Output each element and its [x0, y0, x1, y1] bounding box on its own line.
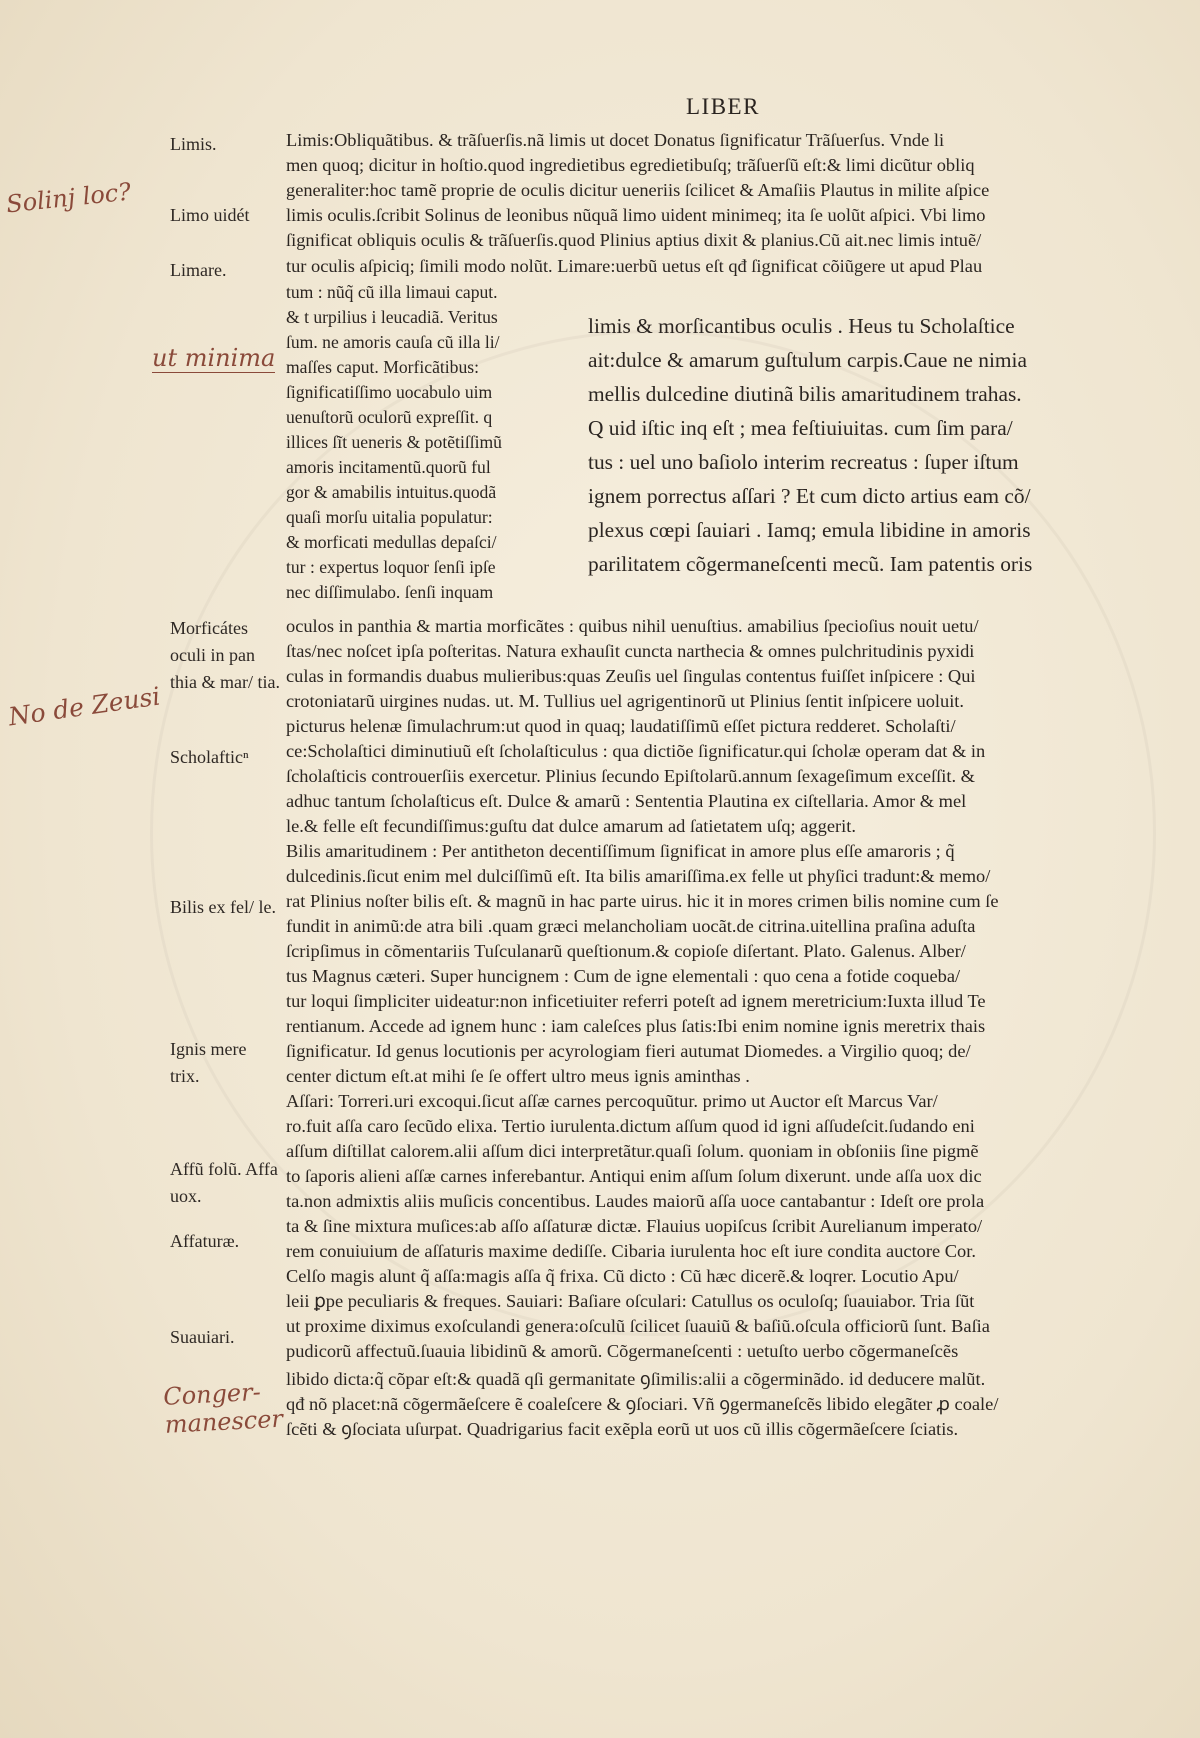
text-line: ſcẽti & ꝯſociata uſurpat. Quadrigarius facit exẽpla eorũ ut uos cũ illis cõgermãeſcere ſciatis. — [286, 1419, 959, 1439]
handwritten-annotation-zeusi: No de Zeusi — [6, 681, 162, 732]
text-line: to ſaporis alieni aſſæ carnes inferebantur. Antiqui enim aſſum ſolum dixerunt. unde aſſa uox dic — [286, 1166, 982, 1186]
text-line: ta.non admixtis aliis muſicis concentibus. Laudes maiorũ aſſa uoce cantabantur : Ideſt ore prola — [286, 1191, 985, 1211]
text-line: gor & amabilis intuitus.quodã — [286, 482, 497, 502]
quote-line: ait:dulce & amarum guſtulum carpis.Caue ne nimia — [588, 348, 1027, 372]
text-line: & morficati medullas depaſci/ — [286, 532, 497, 552]
text-line: tur oculis aſpiciq; ſimili modo nolũt. Limare:uerbũ uetus eſt qđ ſignificat cõiũgere ut apud Plau — [286, 256, 983, 276]
quote-line: limis & morſicantibus oculis . Heus tu Scholaſtice — [588, 314, 1015, 338]
text-line: maſſes caput. Morficãtibus: — [286, 357, 479, 377]
quote-line: tus : uel uno baſiolo interim recreatus : ſuper iſtum — [588, 450, 1019, 474]
text-line: tur : expertus loquor ſenſi ipſe — [286, 557, 496, 577]
text-line: libido dicta:q̃ cõpar eſt:& quadã qſi germanitate ꝯſimilis:alii a cõgerminãdo. id deducere malũt. — [286, 1369, 986, 1389]
text-line: center dictum eſt.at mihi ſe ſe offert ultro meus ignis aminthas . — [286, 1066, 750, 1086]
margin-note: Scholafticⁿ — [170, 747, 249, 767]
text-line: ſignificatiſſimo uocabulo uim — [286, 382, 493, 402]
margin-note: Morficátes oculi in pan thia & mar/ tia. — [170, 618, 280, 692]
text-line: amoris incitamentũ.quorũ ful — [286, 457, 491, 477]
handwritten-annotation-solini: Solinj loc? — [4, 177, 133, 219]
text-line: ro.fuit aſſa caro ſecũdo elixa. Tertio iurulenta.dictum aſſum quod id igni aſſudeſcit.ſudando eni — [286, 1116, 975, 1136]
text-line: le.& felle eſt fecundiſſimus:guſtu dat dulce amarum ad ſatietatem uſq; aggerit. — [286, 816, 856, 836]
text-line: ta & ſine mixtura muſices:ab aſſo aſſaturæ dictæ. Flauius uopiſcus ſcribit Aurelianum imperato/ — [286, 1216, 983, 1236]
margin-note: Ignis mere trix. — [170, 1039, 247, 1086]
text-line: tus Magnus cæteri. Super huncignem : Cum de igne elementali : quo cena a fotide coqueba/ — [286, 966, 961, 986]
quote-line: ignem porrectus aſſari ? Et cum dicto artius eam cõ/ — [588, 484, 1031, 508]
text-line: quaſi morſu uitalia populatur: — [286, 507, 493, 527]
text-line: ſum. ne amoris cauſa cũ illa li/ — [286, 332, 500, 352]
handwritten-annotation-ut-minima: ut minima — [152, 344, 276, 372]
text-line: qđ nõ placet:nã cõgermãeſcere ẽ coaleſcere & ꝯſociari. Vñ ꝯgermaneſcẽs libido elegãter ꝓ coale/ — [286, 1394, 999, 1414]
handwritten-annotation-congermanescere: Conger- manescer — [162, 1377, 284, 1439]
text-line: ſignificatur. Id genus locutionis per acyrologiam fieri autumat Diomedes. a Virgilio quoq; de/ — [286, 1041, 971, 1061]
text-line: limis oculis.ſcribit Solinus de leonibus nũquã limo uident minimeq; ita ſe uolũt aſpici. Vbi limo — [286, 205, 986, 225]
text-line: adhuc tantum ſcholaſticus eſt. Dulce & amarũ : Sententia Plautina ex ciſtellaria. Amor & mel — [286, 791, 967, 811]
quote-line: mellis dulcedine diutinã bilis amaritudinem trahas. — [588, 382, 1022, 406]
text-line: uenuſtorũ oculorũ expreſſit. q — [286, 407, 493, 427]
text-line: Bilis amaritudinem : Per antitheton decentiſſimum ſignificat in amore plus eſſe amaroris ; q̃ — [286, 841, 955, 861]
text-line: oculos in panthia & martia morficãtes : quibus nihil uenuſtius. amabilius ſpecioſius nouit uetu/ — [286, 616, 979, 636]
text-line: aſſum diſtillat calorem.alii aſſum dici interpretãtur.quaſi ſolum. quoniam in obſoniis ſine pigmẽ — [286, 1141, 979, 1161]
text-line: rem conuiuium de aſſaturis maxime dediſſe. Cibaria iurulenta hoc eſt iure condita auctore Cor. — [286, 1241, 976, 1261]
text-line: picturus helenæ ſimulachrum:ut quod in quaq; laudatiſſimũ eſſet pictura redderet. Scholaſti/ — [286, 716, 956, 736]
text-line: leii ꝑpe peculiaris & freques. Sauiari: Baſiare oſculari: Catullus os oculoſq; ſuauiabor. Tria ſũt — [286, 1291, 975, 1311]
text-line: Celſo magis alunt q̃ aſſa:magis aſſa q̃ frixa. Cũ dicto : Cũ hæc dicerẽ.& loqrer. Locutio Apu/ — [286, 1266, 959, 1286]
text-line: ſignificat obliquis oculis & trãſuerſis.quod Plinius aptius dixit & planius.Cũ ait.nec limis intuẽ/ — [286, 230, 982, 250]
text-line: ſcholaſticis controuerſiis exercetur. Plinius ſecundo Epiſtolarũ.annum ſexageſimum exceſſit. & — [286, 766, 975, 786]
text-line: tur loqui ſimpliciter uideatur:non inficetiuiter referri poteſt ad ignem meretricium:Iuxta illud Te — [286, 991, 986, 1011]
text-line: ut proxime diximus exoſculandi genera:oſculũ ſcilicet ſuauiũ & baſiũ.oſcula officiorũ ſunt. Baſia — [286, 1316, 990, 1336]
text-line: dulcedinis.ſicut enim mel dulciſſimũ eſt. Ita bilis amariſſima.ex felle ut phyſici tradunt:& memo/ — [286, 866, 991, 886]
text-line: ſcripſimus in cõmentariis Tuſculanarũ queſtionum.& copioſe diſertant. Plato. Galenus. Alber/ — [286, 941, 966, 961]
margin-note: Limis. — [170, 134, 217, 154]
quote-line: parilitatem cõgermaneſcenti mecũ. Iam patentis oris — [588, 552, 1033, 576]
margin-note: Affũ folũ. Affa uox. — [170, 1159, 278, 1206]
text-line: tum : nũq̃ cũ illa limaui caput. — [286, 282, 498, 302]
text-line: rentianum. Accede ad ignem hunc : iam caleſces plus ſatis:Ibi enim nomine ignis meretrix thais — [286, 1016, 986, 1036]
text-line: generaliter:hoc tamẽ proprie de oculis dicitur ueneriis ſcilicet & Amaſiis Plautus in milite aſpice — [286, 180, 990, 200]
quote-line: plexus cœpi ſauiari . Iamq; emula libidine in amoris — [588, 518, 1031, 542]
text-line: fundit in animũ:de atra bili .quam græci melancholiam uocãt.de citrina.uitellina praſina aduſta — [286, 916, 976, 936]
text-line: rat Plinius noſter bilis eſt. & magnũ in hac parte uirus. hic it in mores crimen bilis nomine cum ſe — [286, 891, 999, 911]
running-head: LIBER — [686, 94, 760, 119]
margin-note: Bilis ex fel/ le. — [170, 897, 276, 917]
margin-note: Suauiari. — [170, 1327, 235, 1347]
text-line: pudicorũ affectuũ.ſuauia libidinũ & amorũ. Cõgermaneſcenti : uetuſto uerbo cõgermaneſcẽs — [286, 1341, 959, 1361]
margin-note: Limare. — [170, 260, 227, 280]
text-line: men quoq; dicitur in hoſtio.quod ingredietibus egredietibuſq; trãſuerſũ eſt:& limi dicũtur obliq — [286, 155, 975, 175]
text-line: nec diſſimulabo. ſenſi inquam — [286, 582, 494, 602]
text-line: illices ſĩt ueneris & potẽtiſſimũ — [286, 432, 502, 452]
text-line: Aſſari: Torreri.uri excoqui.ſicut aſſæ carnes percoquũtur. primo ut Auctor eſt Marcus Var/ — [286, 1091, 938, 1111]
text-line: Limis:Obliquãtibus. & trãſuerſis.nã limis ut docet Donatus ſignificatur Trãſuerſus. Vnde li — [286, 130, 945, 150]
text-line: ſtas/nec noſcet ipſa poſteritas. Natura exhauſit cuncta narthecia & omnes pulchritudinis pyxidi — [286, 641, 975, 661]
text-line: crotoniatarũ uirgines nudas. ut. M. Tullius uel agrigentinorũ ut Plinius ſentit inſpicere uoluit. — [286, 691, 965, 711]
text-line: & t urpilius i leucadiã. Veritus — [286, 307, 498, 327]
margin-note: Affaturæ. — [170, 1231, 240, 1251]
margin-note: Limo uidét — [170, 205, 250, 225]
quote-line: Q uid iſtic inq eſt ; mea feſtiuiuitas. cum ſim para/ — [588, 416, 1013, 440]
text-line: culas in formandis duabus mulieribus:quas Zeuſis uel ſingulas contentus fuiſſet inſpicere : Qui — [286, 666, 976, 686]
text-line: ce:Scholaſtici diminutiuũ eſt ſcholaſticulus : qua dictiõe ſignificatur.qui ſcholæ operam dat & in — [286, 741, 986, 761]
